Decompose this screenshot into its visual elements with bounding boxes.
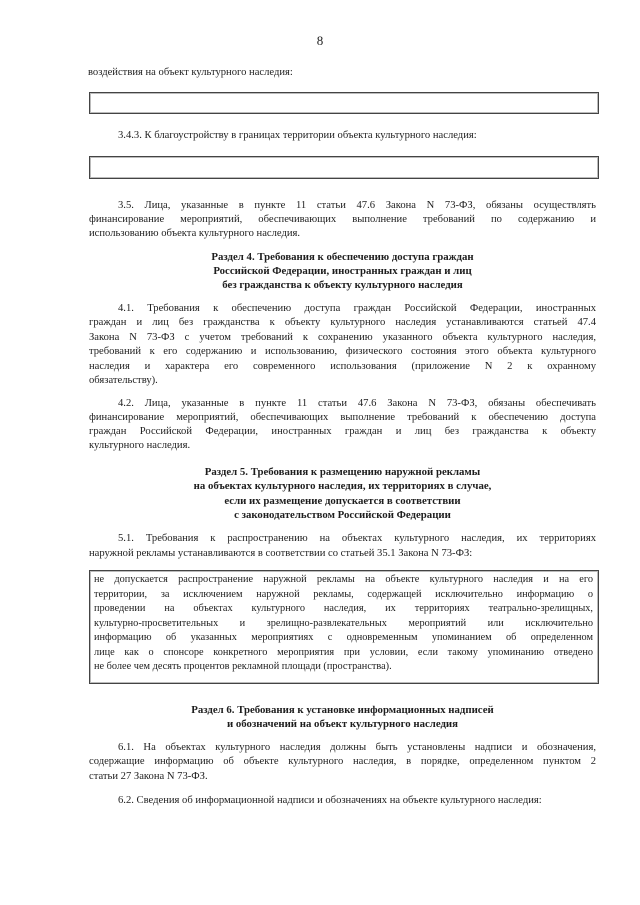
paragraph-4-1-line: наследия и характера его современного использования (приложение N 2 к охранному	[89, 361, 596, 372]
paragraph-4-1-line: граждан и лиц без гражданства к объекту культурного наследия устанавливаются статьей 47.4	[89, 317, 596, 328]
box-text-line: проведении на объектах культурного наследия, их территориях театрально-зрелищных,	[94, 603, 593, 614]
box-text-line: территории, за исключением наружной рекламы, содержащей исключительно информацию о	[94, 589, 593, 600]
section-5-title-line: Раздел 5. Требования к размещению наружной рекламы	[204, 466, 481, 478]
section-6-title-line: и обозначений на объект культурного наследия	[226, 718, 458, 730]
box-text-line: информацию об указанных мероприятиях с одновременным упоминанием об определенном	[94, 632, 593, 643]
paragraph-3-5-line: использованию объекта культурного наследия.	[89, 228, 301, 239]
section-4-title-line: Раздел 4. Требования к обеспечению доступа граждан	[211, 251, 474, 263]
section-5-title-line: с законодательством Российской Федерации	[234, 509, 451, 521]
empty-field-box-1	[89, 92, 599, 114]
paragraph-4-2-line: финансирование мероприятий, обеспечивающих выполнение требований к обеспечению доступа	[89, 412, 596, 423]
paragraph-6-2: 6.2. Сведения об информационной надписи и обозначениях на объекте культурного наследия:	[118, 795, 542, 806]
paragraph-4-1-line: Закона N 73-ФЗ с учетом требований к сохранению указанного объекта культурного наследия,	[89, 332, 596, 343]
box-text-line: не более чем десять процентов рекламной площади (пространства).	[94, 661, 392, 672]
paragraph-5-1-line: наружной рекламы устанавливаются в соответствии со статьей 35.1 Закона N 73-ФЗ:	[89, 548, 473, 559]
paragraph-6-1-line: статьи 27 Закона N 73-ФЗ.	[89, 771, 208, 782]
box-text-line: лице как о спонсоре конкретного мероприятия при условии, если такому упоминанию отведено	[94, 647, 593, 658]
paragraph-4-2-line: культурного наследия.	[89, 440, 191, 451]
box-text-line: не допускается распространение наружной рекламы на объекте культурного наследия и на его	[94, 574, 593, 585]
paragraph-6-1-line: содержащие информацию об объекте культурного наследия, в порядке, определенном пунктом 2	[89, 756, 596, 767]
box-text-line: культурно-просветительных и зрелищно-развлекательных мероприятий или исключительно	[94, 618, 593, 629]
section-6-title-line: Раздел 6. Требования к установке информационных надписей	[191, 704, 494, 716]
section-5-title-line: на объектах культурного наследия, их территориях в случае,	[193, 480, 492, 492]
paragraph-6-1-line: 6.1. На объектах культурного наследия должны быть установлены надписи и обозначения,	[118, 742, 596, 753]
paragraph-5-1-line: 5.1. Требования к распространению на объектах культурного наследия, их территориях	[118, 533, 596, 544]
paragraph-4-1-line: обязательству).	[89, 375, 158, 386]
paragraph-3-5-line: 3.5. Лица, указанные в пункте 11 статьи 47.6 Закона N 73-ФЗ, обязаны осуществлять	[118, 200, 596, 211]
paragraph-3-5-line: финансирование мероприятий, обеспечивающих выполнение требований по содержанию и	[89, 214, 596, 225]
paragraph-4-1-line: требований к его содержанию и использованию, физического состояния этого объекта культурного	[89, 346, 596, 357]
paragraph-3-4-3: 3.4.3. К благоустройству в границах территории объекта культурного наследия:	[118, 130, 477, 141]
section-4-title-line: без гражданства к объекту культурного наследия	[222, 279, 463, 291]
section-5-title-line: если их размещение допускается в соответствии	[224, 495, 461, 507]
page-number: 8	[316, 33, 324, 48]
paragraph-4-2-line: 4.2. Лица, указанные в пункте 11 статьи 47.6 Закона N 73-ФЗ, обязаны обеспечивать	[118, 398, 596, 409]
paragraph-4-1-line: 4.1. Требования к обеспечению доступа граждан Российской Федерации, иностранных	[118, 303, 596, 314]
paragraph-continuation: воздействия на объект культурного наследия:	[88, 67, 293, 78]
empty-field-box-2	[89, 156, 599, 179]
section-4-title-line: Российской Федерации, иностранных граждан и лиц	[213, 265, 472, 277]
paragraph-4-2-line: граждан Российской Федерации, иностранных граждан и лиц без гражданства к объекту	[89, 426, 596, 437]
